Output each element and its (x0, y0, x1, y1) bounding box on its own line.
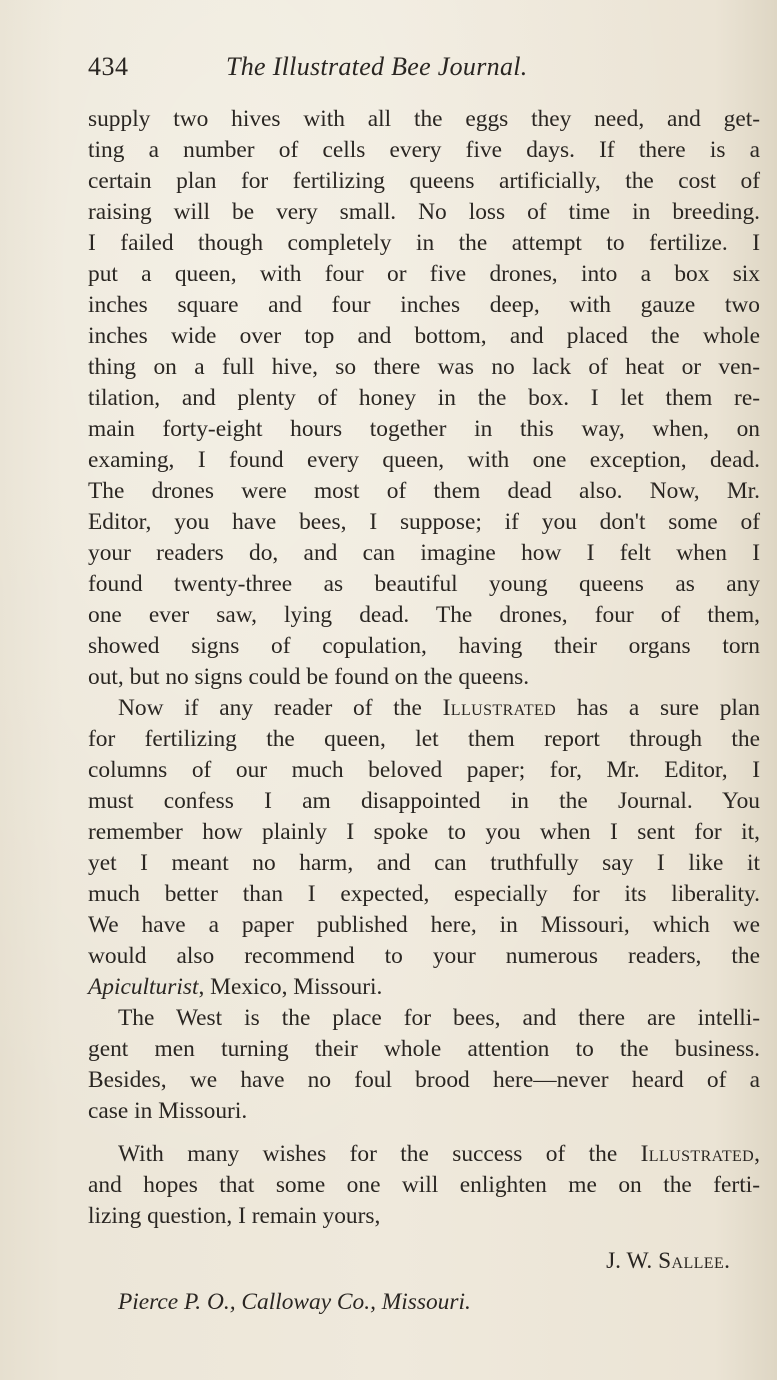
text-line: supply two hives with all the eggs they need, and get- (88, 106, 760, 132)
text-line: inches square and four inches deep, with gauze two (88, 292, 760, 318)
paragraph-gap (88, 1127, 760, 1139)
page-number: 434 (88, 52, 129, 81)
text-line: out, but no signs could be found on the queens. (88, 664, 530, 690)
text-line: The drones were most of them dead also. Now, Mr. (88, 478, 760, 504)
text-line: must confess I am disappointed in the Journal. You (88, 788, 760, 814)
text-run: has a sure plan (556, 695, 760, 721)
signature-surname: Sallee (658, 1248, 725, 1274)
text-line: showed signs of copulation, having their organs torn (88, 633, 760, 659)
text-line: one ever saw, lying dead. The drones, four of them, (88, 602, 760, 628)
text-line (88, 972, 760, 1003)
text-line: certain plan for fertilizing queens artificially, the cost of (88, 168, 760, 194)
text-line: much better than I expected, especially for its liberality. (88, 881, 760, 907)
signature (88, 1246, 760, 1277)
text-line: We have a paper published here, in Missouri, which we (88, 912, 760, 938)
text-line: ting a number of cells every five days. If there is a (88, 137, 760, 163)
text-line: remember how plainly I spoke to you when I sent for it, (88, 819, 760, 845)
publication-name-italic: Apiculturist (88, 974, 199, 1000)
text-line: and hopes that some one will enlighten me on the ferti- (88, 1172, 760, 1198)
text-line: for fertilizing the queen, let them report through the (88, 726, 760, 752)
text-line: put a queen, with four or five drones, into a box six (88, 261, 760, 287)
text-line: lizing question, I remain yours, (88, 1203, 381, 1229)
text-line: your readers do, and can imagine how I felt when I (88, 540, 760, 566)
article-body (88, 104, 760, 1318)
text-run: , (754, 1141, 760, 1167)
text-line: examing, I found every queen, with one exception, dead. (88, 447, 760, 473)
sender-address: Pierce P. O., Calloway Co., Missouri. (118, 1289, 471, 1315)
signature-initials: J. W. (606, 1248, 659, 1274)
text-line: Besides, we have no foul brood here—never heard of a (88, 1067, 760, 1093)
text-run: With many wishes for the success of the (118, 1141, 641, 1167)
text-line: inches wide over top and bottom, and placed the whole (88, 323, 760, 349)
paragraph-4 (88, 1139, 760, 1232)
text-line (88, 693, 760, 724)
paragraph-1 (88, 104, 760, 693)
text-line: thing on a full hive, so there was no lack of heat or ven- (88, 354, 760, 380)
text-line: gent men turning their whole attention to the business. (88, 1036, 760, 1062)
text-line: tilation, and plenty of honey in the box. I let them re- (88, 385, 760, 411)
text-line: Editor, you have bees, I suppose; if you don't some of (88, 509, 760, 535)
text-line: main forty-eight hours together in this way, when, on (88, 416, 760, 442)
text-line: yet I meant no harm, and can truthfully say I like it (88, 850, 760, 876)
text-line: found twenty-three as beautiful young queens as any (88, 571, 760, 597)
text-line: would also recommend to your numerous readers, the (88, 943, 760, 969)
paragraph-2 (88, 693, 760, 1003)
paragraph-3 (88, 1003, 760, 1127)
text-line (88, 1139, 760, 1170)
text-line: raising will be very small. No loss of time in breeding. (88, 199, 760, 225)
journal-name-smallcaps: Illustrated (640, 1141, 755, 1167)
text-run: , Mexico, Missouri. (198, 974, 383, 1000)
journal-name-smallcaps: Illustrated (442, 695, 557, 721)
signature-trailing: . (724, 1248, 730, 1274)
text-run: Now if any reader of the (118, 695, 443, 721)
journal-title: The Illustrated Bee Journal. (226, 52, 528, 81)
text-line: columns of our much beloved paper; for, Mr. Editor, I (88, 757, 760, 783)
running-head (88, 52, 760, 92)
text-line: case in Missouri. (88, 1098, 248, 1124)
text-line: The West is the place for bees, and there are intelli- (118, 1005, 760, 1031)
text-line: I failed though completely in the attempt to fertilize. I (88, 230, 760, 256)
